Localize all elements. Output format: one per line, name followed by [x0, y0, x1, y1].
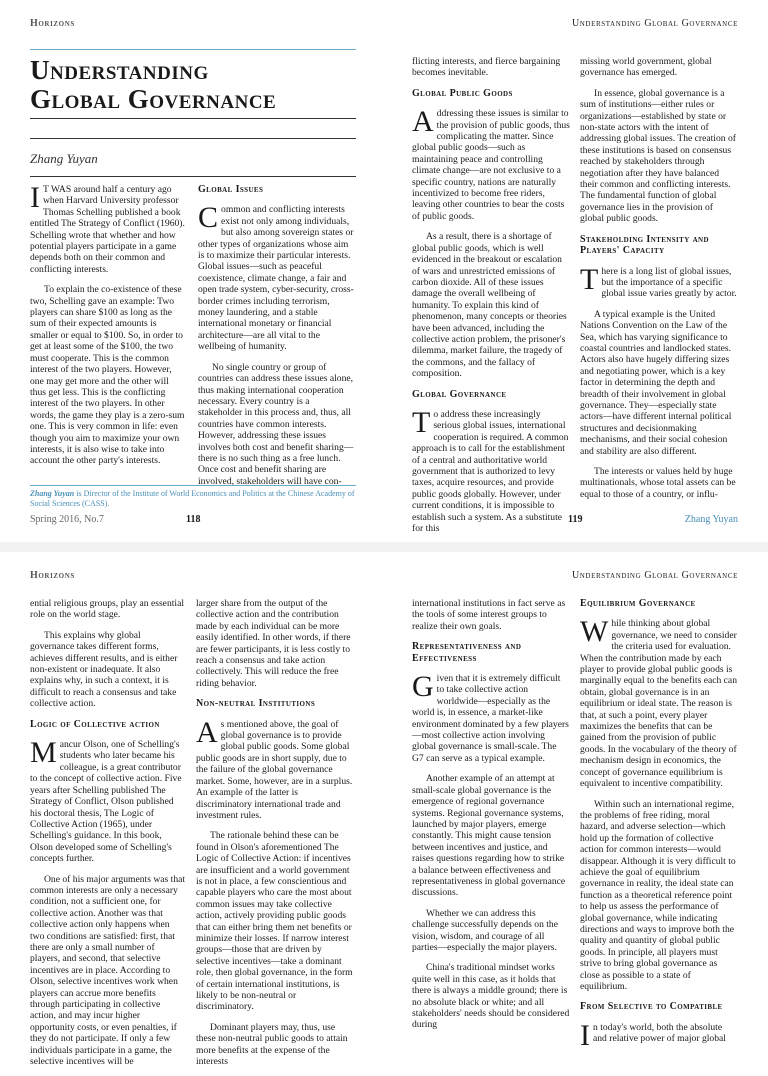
paragraph: Given that it is extremely difficult to take collective action worldwide—especially as the world is, in essence, a market-like environment dominated by a few players—most collective action involving global governance is small-scale. The G7 can serve as a typical example.: [412, 670, 569, 764]
section-heading: Global Governance: [412, 388, 507, 400]
drop-cap: I: [30, 181, 40, 214]
drop-cap: M: [30, 736, 57, 770]
author-byline: Zhang Yuyan: [30, 151, 98, 166]
section-heading: Representativeness and Effectiveness: [412, 641, 522, 664]
paragraph: Mancur Olson, one of Schelling's students who later became his colleague, is a great contributor to the concept of collective action. Five years after Schelling published The Strategy of Conflict, Olson published his doctoral thesis, The Logic of Collective Action (1965), under Schelling's guidance. In this book, Olson developed some of Schelling's concepts further.: [30, 736, 182, 865]
folio-author: Zhang Yuyan: [684, 514, 738, 525]
paragraph: While thinking about global governance, we need to consider the criteria used for evaluation. When the contribution made by each player to provide global public goods is marginally equal to the benefits each can obtain, global governance is in an equilibrium or ideal state. The reason is that, at such a point, every player maximizes the benefits that can be gained from the provision of public goods. In the vocabulary of the theory of mechanism design in economics, the concept of governance equilibrium is equivalent to incentive compatibility.: [580, 615, 737, 790]
page-120: [0, 552, 384, 1068]
author-footnote: [30, 485, 356, 509]
title-bottom-rule: [30, 118, 356, 119]
column-3: [412, 598, 570, 1040]
paragraph: In essence, global governance is a sum of institutions—either rules or organizations—established by state or non-state actors with the intent of addressing global issues. The creation of these institutions is based on consensus reached by stakeholders through negotiation after they have balanced their common and conflicting interests. The fundamental function of global governance lies in the provision of global public goods.: [580, 87, 736, 225]
paragraph: Dominant players may, thus, use these non-neutral public goods to attain more benefits at the expense of the interests: [196, 1021, 348, 1068]
column-2: [198, 184, 356, 496]
running-head-left: Horizons: [30, 18, 75, 29]
paragraph: This explains why global governance takes different forms, achieves different results, and is either non-existent or inadequate. It also explains why, in such a context, it is difficult to reach a consensus and take collective action.: [30, 629, 178, 710]
paragraph: flicting interests, and fierce bargaining becomes inevitable.: [412, 56, 561, 79]
paragraph: In today's world, both the absolute and relative power of major global: [580, 1018, 726, 1052]
page-118: [0, 0, 384, 548]
section-heading: Global Issues: [198, 184, 264, 195]
paragraph: The interests or values held by huge multinationals, whose total assets can be equal to those of a country, or influ-: [580, 466, 736, 500]
paragraph: One of his major arguments was that common interests are only a necessary condition, not a sufficient one, for collective action. Another was that collective action only happens when two conditions are satisfied: first, that there are only a small number of players, and second, that selective incentives are in place. According to Olson, selective incentives work when players can accrue more benefits through participating in collective action, and may incur higher opportunity costs, or even penalties, if they do not participate. If only a few individuals participate in a game, the selective incentives will be: [30, 873, 186, 1068]
column-2: [196, 598, 356, 1076]
drop-cap: A: [412, 105, 434, 139]
column-4: [580, 56, 738, 509]
paragraph: A typical example is the United Nations Convention on the Law of the Sea, which has varying significance to coastal countries and landlocked states. Actors also have hugely differing sizes and negotiating power, which is a key factor in determining the depth and breadth of their involvement in global governance. They—especially state actors—have different internal political structures and decisionmaking mechanisms, and their social cohesion and stability are also different.: [580, 308, 732, 457]
paragraph: As a result, there is a shortage of global public goods, which is well evidenced in the breakout or escalation of wars and unrestricted emissions of carbon dioxide. All of these issues damage the overall wellbeing of humanity. To explain this kind of phenomenon, many concepts or theories have been advanced, including the collective action problem, the prisoner's dilemma, market failure, the tragedy of the commons, and the fallacy of composition.: [412, 231, 567, 380]
drop-cap: A: [196, 715, 218, 749]
paragraph: Within such an international regime, the problems of free riding, moral hazard, and adverse selection—which hold up the formation of collective action for common interests—would disappear. Although it is very difficult to achieve the goal of equilibrium governance in reality, the ideal state can function as a theoretical reference point to help us assess the performance of global governance, while indicating directions and ways to improve both the quality and quantity of global public goods. In principle, all players must strive to bring global governance as close as possible to a state of equilibrium.: [580, 798, 736, 992]
column-1: [30, 181, 186, 476]
paragraph: ential religious groups, play an essential role on the world stage.: [30, 598, 184, 621]
page-119: [384, 0, 768, 548]
title-line-1: Understanding: [30, 55, 209, 85]
column-4: [580, 598, 738, 1054]
section-heading: From Selective to Compatible: [580, 1001, 723, 1013]
paragraph: There is a long list of global issues, but the importance of a specific global issue varies greatly by actor.: [580, 262, 737, 300]
drop-cap: W: [580, 615, 609, 649]
running-head-right: Understanding Global Governance: [571, 570, 738, 581]
paragraph: I T WAS around half a century ago when Harvard University professor Thomas Schelling published a book entitled The Strategy of Conflict (1960). Schelling wrote that whether and how potential players participate in a game depends both on their common and conflicting interests.: [30, 181, 185, 275]
paragraph: To explain the co-existence of these two, Schelling gave an example: Two players can share $100 as long as the sum of their expected amounts is smaller or equal to $100. So, in order to get at least some of the $100, the two must cooperate. This is the common interest of the two players. However, one may get more and the other will thus get less. This is the conflicting interest of the two players. In other words, the game they play is a zero-sum one. This is very common in life: even though you aim to maximize your own interests, it is also wise to take into account the other party's interests.: [30, 284, 185, 467]
paragraph: international institutions in fact serve as the tools of some interest groups to realize their own goals.: [412, 598, 566, 632]
paragraph: Another example of an attempt at small-scale global governance is the emergence of regional governance systems. Regional governance systems, launched by major players, emerge constantly. This might cause tension between incentives and justice, and raises questions regarding how to strike a balance between effectiveness and representativeness in global governance discussions.: [412, 773, 566, 899]
title-top-rule: [30, 49, 356, 50]
column-1: [30, 598, 186, 1076]
running-head-right: Understanding Global Governance: [571, 18, 738, 29]
paragraph: To address these increasingly serious global issues, international cooperation is required. A common approach is to call for the establishment of a central and authoritative world government that is authorized to levy taxes, acquire resources, and provide public goods globally. However, under current conditions, it is impossible to establish such a system. As a substitute for this: [412, 405, 569, 535]
article-title: [30, 56, 360, 114]
footnote-name: Zhang Yuyan: [30, 489, 75, 498]
drop-cap: G: [412, 670, 434, 704]
paragraph: The rationale behind these can be found in Olson's aforementioned The Logic of Collective Action: if incentives are insufficient and a world government is not in place, a few conscientious and capable players who care the most about common issues may take collective action, actively providing public goods that can either bring them net benefits or minimize their losses. If narrow interest groups—those that are driven by selective incentives—take a dominant role, then global governance, in the form of certain international institutions, is likely to be non-neutral or discriminatory.: [196, 830, 353, 1013]
drop-cap: I: [580, 1018, 590, 1052]
paragraph: Addressing these issues is similar to the provision of public goods, thus complicating the matter. Since global public goods—such as maintaining peace and controlling climate change—are not exclusive to a specific country, nations are naturally incentivized to become free riders, leaving other countries to bear the costs of public goods.: [412, 105, 570, 222]
section-heading: Stakeholding Intensity and Players' Capacity: [580, 233, 709, 257]
author-top-rule: [30, 138, 356, 139]
page-121: [384, 552, 768, 1052]
drop-cap: T: [580, 262, 599, 296]
paragraph: As mentioned above, the goal of global governance is to provide global public goods. Some global public goods are in short supply, due to the failure of the global governance market. Some, however, are in a surplus. An example of the latter is discriminatory international trade and investment rules.: [196, 715, 353, 821]
issue-folio: Spring 2016, No.7: [30, 514, 104, 525]
bottom-spread: [0, 552, 768, 1068]
column-3: [412, 56, 570, 543]
paragraph: larger share from the output of the collective action and the contribution made by each individual can be more easily identified. In other words, if there are fewer participants, it is less costly to reach a consensus and take action collectively. This will reduce the free riding behavior.: [196, 598, 351, 689]
page-number-left: 118: [186, 514, 201, 525]
section-heading: Equilibrium Governance: [580, 598, 696, 609]
footnote-text: is Director of the Institute of World Economics and Politics at the Chinese Academy of Social Sciences (CASS).: [30, 489, 355, 508]
section-heading: Logic of Collective action: [30, 718, 160, 730]
title-line-2: Global Governance: [30, 84, 277, 114]
paragraph: Whether we can address this challenge successfully depends on the vision, wisdom, and courage of all parties—especially the major players.: [412, 907, 558, 953]
drop-cap: T: [412, 405, 431, 439]
paragraph: Common and conflicting interests exist not only among individuals, but also among sovereign states or other types of organizations whose aim is to maximize their particular interests. Global issues—such as peaceful coexistence, climate change, a fair and open trade system, cyber-security, cross-border crimes including terrorism, money laundering, and a stable international monetary or financial architecture—are all vital to the wellbeing of humanity.: [198, 201, 354, 353]
paragraph: China's traditional mindset works quite well in this case, as it holds that there is always a middle ground; there is no absolute black or white; and all stakeholders' needs should be considered during: [412, 962, 570, 1031]
section-heading: Non-neutral Institutions: [196, 698, 316, 710]
author-bottom-rule: [30, 176, 356, 177]
running-head-left: Horizons: [30, 570, 75, 581]
paragraph: No single country or group of countries can address these issues alone, thus making international cooperation necessary. Every country is a stakeholder in this process and, thus, all countries have common interests. However, addressing these issues involves both cost and benefit sharing—there is no such thing as a free lunch. Once cost and benefit sharing are involved, stakeholders will have con-: [198, 361, 354, 487]
page-number-right: 119: [568, 514, 583, 525]
drop-cap: C: [198, 201, 219, 235]
section-heading: Global Public Goods: [412, 87, 513, 99]
paragraph: missing world government, global governance has emerged.: [580, 56, 712, 79]
